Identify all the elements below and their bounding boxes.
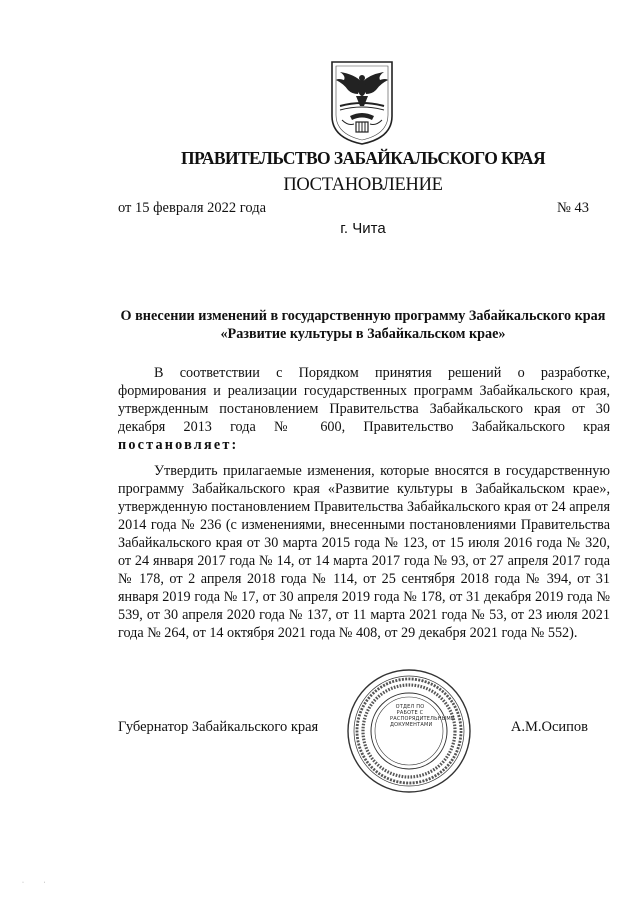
body-paragraph-resolution: Утвердить прилагаемые изменения, которые вносятся в государственную программу Забайкальского края «Развитие культуры в Забайкальском крае», утвержденную постановлением Правительства Забайкальского края от 24 апреля 2014 года № 236 (с изменениями, внесенными постановлениями Правительства Забайкальского края от 30 марта 2015 года № 123, от 15 июля 2016 года № 320, от 24 января 2017 года № 14, от 14 марта 2017 года № 93, от 27 апреля 2017 года № 178, от 2 апреля 2018 года № 114, от 25 сентября 2018 года № 394, от 31 января 2019 года № 17, от 30 апреля 2019 года № 178, от 31 декабря 2019 года № 539, от 30 апреля 2020 года № 137, от 11 марта 2021 года № 53, от 23 июля 2021 года № 264, от 14 октября 2021 года № 408, от 29 декабря 2021 года № 552). <box>118 463 610 641</box>
decree-colon: : <box>231 437 239 453</box>
organization-title: ПРАВИТЕЛЬСТВО ЗАБАЙКАЛЬСКОГО КРАЯ <box>180 148 545 168</box>
preamble-text: В соответствии с Порядком принятия решений о разработке, формирования и реализации государственных программ Забайкальского края, утвержденным постановлением Правительства Забайкальского края от 30 декабря 2013 года № 600, Правительство Забайкальского края <box>118 365 610 435</box>
signatory-name: А.М.Осипов <box>510 719 588 735</box>
document-number: № 43 <box>557 200 589 216</box>
stamp-text: ОТДЕЛ ПО РАБОТЕ С РАСПОРЯДИТЕЛЬНЫМИ ДОКУМЕНТАМИ <box>390 704 455 728</box>
body-paragraph-preamble <box>118 364 610 454</box>
official-stamp <box>345 667 473 795</box>
document-city: г. Чита <box>340 220 386 237</box>
document-date: от 15 февраля 2022 года <box>118 200 267 216</box>
document-subject: О внесении изменений в государственную программу Забайкальского края «Развитие культуры в Забайкальском крае» <box>120 308 606 342</box>
signatory-position: Губернатор Забайкальского края <box>118 719 319 735</box>
coat-of-arms-icon <box>326 58 398 146</box>
scan-specks: · · <box>22 880 46 886</box>
decree-word: постановляет <box>118 437 232 453</box>
document-type: ПОСТАНОВЛЕНИЕ <box>283 175 443 195</box>
